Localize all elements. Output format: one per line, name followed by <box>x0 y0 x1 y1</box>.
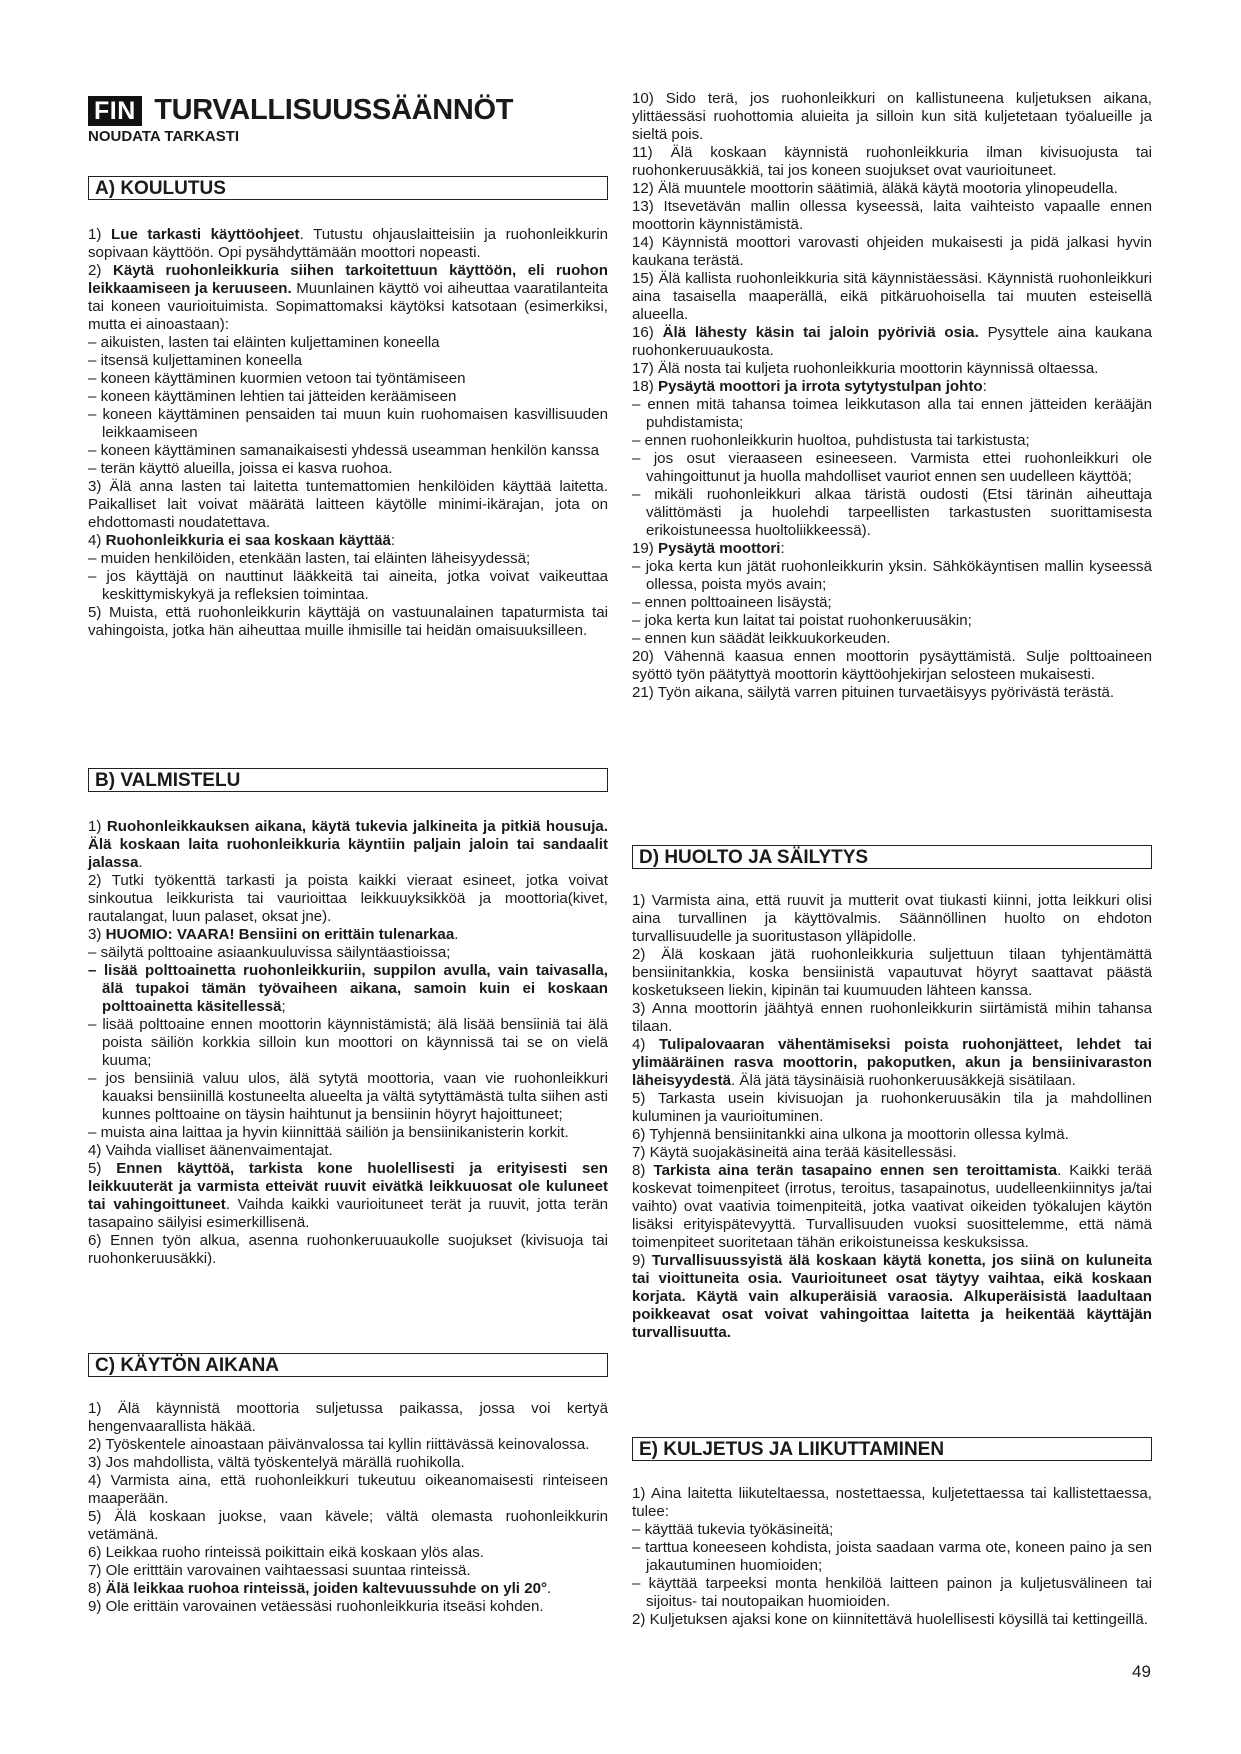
list-item-a-4: – itsensä kuljettaminen koneella <box>88 352 302 369</box>
paragraph-a-2: 2) Käytä ruohonleikkuria siihen tarkoitettuun käyttöön, eli ruohon leikkaamiseen ja keruuseen. Muunlainen käyttö voi aiheuttaa vaaratilanteita tai koneen vaurioituimista. Sopimattomaksi käytöksi katsotaan (esimerkiksi, mutta ei ainoastaan): <box>88 262 608 333</box>
paragraph-b-2: 2) Tutki työkenttä tarkasti ja poista kaikki vieraat esineet, jotka voivat sinkoutua leikkurista tai vaurioittaa leikkuuyksikköä ja moottoria(kivet, rautalangat, luun palaset, oksat jne). <box>88 872 608 925</box>
section-body-c <box>632 90 1152 702</box>
paragraph-c-6: 6) Leikkaa ruoho rinteissä poikittain eikä koskaan ylös alas. <box>88 1544 485 1561</box>
paragraph-c-4: 4) Varmista aina, että ruohonleikkuri tukeutuu oikeanomaisesti rinteiseen maaperään. <box>88 1472 608 1507</box>
list-item-a-6: – koneen käyttäminen lehtien tai jätteiden keräämiseen <box>88 388 457 405</box>
section-body-e <box>632 1485 1152 1629</box>
list-item-c-26: – joka kerta kun laitat tai poistat ruohonkeruusäkin; <box>632 612 972 629</box>
paragraph-c-3: 3) Jos mahdollista, vältä työskentelyä märällä ruohikolla. <box>88 1454 465 1471</box>
paragraph-b-9: 4) Vaihda vialliset äänenvaimentajat. <box>88 1142 333 1159</box>
list-item-b-6: – lisää polttoaine ennen moottorin käynnistämistä; älä lisää bensiiniä tai älä poista säiliön korkkia silloin kun moottori on käynnissä tai se on vielä kuuma; <box>88 1016 608 1069</box>
list-item-e-4: – käyttää tarpeeksi monta henkilöä laitteen painon ja kuljetusvälineen tai sijoitus- tai noutopaikan huomioiden. <box>632 1575 1152 1610</box>
paragraph-b-3: 3) HUOMIO: VAARA! Bensiini on erittäin tulenarkaa. <box>88 926 459 943</box>
paragraph-e-1: 1) Aina laitetta liikuteltaessa, nostettaessa, kuljetettaessa tai kallistettaessa, tulee: <box>632 1485 1152 1520</box>
list-item-c-27: – ennen kun säädät leikkuukorkeuden. <box>632 630 891 647</box>
section-body-b <box>88 818 608 1268</box>
paragraph-d-6: 6) Tyhjennä bensiinitankki aina ulkona ja moottorin ollessa kylmä. <box>632 1126 1069 1143</box>
paragraph-a-1: 1) Lue tarkasti käyttöohjeet. Tutustu ohjauslaitteisiin ja ruohonleikkurin sopivaan käyttöön. Opi pysähdyttämään moottori nopeasti. <box>88 226 609 261</box>
list-item-b-7: – jos bensiiniä valuu ulos, älä sytytä moottoria, vaan vie ruohonleikkuri kauaksi bensiinillä kostuneelta alueelta ja vältä sytyttämästä tulta siihen asti kunnes polttoaine on täysin haihtunut ja bensiinin höyryt hajoittuneet; <box>88 1070 608 1123</box>
list-item-a-12: – muiden henkilöiden, etenkään lasten, tai eläinten läheisyydessä; <box>88 550 531 567</box>
paragraph-d-7: 7) Käytä suojakäsineitä aina terää käsitellessäsi. <box>632 1144 957 1161</box>
page-title: TURVALLISUUSSÄÄNNÖT <box>154 94 514 126</box>
list-item-a-5: – koneen käyttäminen kuormien vetoon tai työntämiseen <box>88 370 466 387</box>
paragraph-a-10: 3) Älä anna lasten tai laitetta tuntemattomien henkilöiden käyttää laitetta. Paikalliset lait voivat määrätä laitteen käytölle minimi-ikärajan, jota on ehdottomasti noudatettava. <box>88 478 608 531</box>
paragraph-b-10: 5) Ennen käyttöä, tarkista kone huolellisesti ja erityisesti sen leikkuuterät ja varmista etteivät ruuvit eivätkä leikkuuosat ole kuluneet tai vahingoittuneet. Vaihda kaikki vaurioituneet terät ja ruuvit, jotta terän tasapaino säilyisi esimerkillisenä. <box>88 1160 608 1231</box>
section-body-d <box>632 892 1152 1342</box>
paragraph-d-8: 8) Tarkista aina terän tasapaino ennen sen teroittamista. Kaikki terää koskevat toimenpiteet (irrotus, teroitus, tasapainotus, uudelleenkiinnitys ja/tai vaihto) ovat vaativia toimenpiteitä, jotka vaativat oikeiden työkalujen käytön lisäksi erityispätevyyttä. Turvallisuuden vuoksi suosittelemme, että nämä toimenpiteet suoritetaan tähän erikoistuneissa keskuksissa. <box>632 1162 1153 1251</box>
paragraph-c-28: 20) Vähennä kaasua ennen moottorin pysäyttämistä. Sulje polttoaineen syöttö työn päätyttyä moottorin käyttöohjekirjan selosteen mukaisesti. <box>632 648 1152 683</box>
paragraph-c-23: 19) Pysäytä moottori: <box>632 540 785 557</box>
section-heading-e: E) KULJETUS JA LIIKUTTAMINEN <box>632 1437 1152 1461</box>
paragraph-c-16: 16) Älä lähesty käsin tai jaloin pyöriviä osia. Pysyttele aina kaukana ruohonkeruuaukosta. <box>632 324 1152 359</box>
paragraph-d-5: 5) Tarkasta usein kivisuojan ja ruohonkeruusäkin tila ja mahdollinen kuluminen ja vaurioituminen. <box>632 1090 1152 1125</box>
paragraph-c-8: 8) Älä leikkaa ruohoa rinteissä, joiden kaltevuussuhde on yli 20°. <box>88 1580 552 1597</box>
section-heading-b: B) VALMISTELU <box>88 768 608 792</box>
section-heading-c: C) KÄYTÖN AIKANA <box>88 1353 608 1377</box>
list-item-c-24: – joka kerta kun jätät ruohonleikkurin yksin. Sähkökäyntisen mallin kyseessä ollessa, poista myös avain; <box>632 558 1152 593</box>
paragraph-a-11: 4) Ruohonleikkuria ei saa koskaan käyttää: <box>88 532 396 549</box>
paragraph-d-1: 1) Varmista aina, että ruuvit ja mutterit ovat tiukasti kiinni, jotta leikkuri olisi aina turvallinen ja käyttövalmis. Säännöllinen huolto on ehdoton turvallisuudelle ja suoritustason ylläpidolle. <box>632 892 1152 945</box>
list-item-b-5: – lisää polttoainetta ruohonleikkuriin, suppilon avulla, vain taivasalla, älä tupakoi tämän työvaiheen aikana, samoin kuin ei koskaan polttoainetta käsitellessä; <box>88 962 608 1015</box>
page-number: 49 <box>1132 1662 1151 1681</box>
list-item-a-7: – koneen käyttäminen pensaiden tai muun kuin ruohomaisen kasvillisuuden leikkaamiseen <box>88 406 608 441</box>
list-item-c-22: – mikäli ruohonleikkuri alkaa täristä oudosti (Etsi tärinän aiheuttaja välittömästi ja huolehdi tarpeellisten tarkastusten suorittamisesta erikoistuneessa huoltoliikkeessä). <box>632 486 1152 539</box>
section-body-c <box>88 1400 608 1616</box>
list-item-a-13: – jos käyttäjä on nauttinut lääkkeitä tai aineita, jotka voivat vaikeuttaa keskittymiskykyä ja refleksien toimintaa. <box>88 568 608 603</box>
language-badge: FIN <box>88 96 142 126</box>
list-item-e-2: – käyttää tukevia työkäsineitä; <box>632 1521 834 1538</box>
paragraph-c-17: 17) Älä nosta tai kuljeta ruohonleikkuria moottorin käynnissä oltaessa. <box>632 360 1099 377</box>
document-header <box>88 94 608 145</box>
paragraph-e-5: 2) Kuljetuksen ajaksi kone on kiinnitettävä huolellisesti köysillä tai kettingeillä. <box>632 1611 1148 1628</box>
list-item-c-20: – ennen ruohonleikkurin huoltoa, puhdistusta tai tarkistusta; <box>632 432 1030 449</box>
list-item-a-3: – aikuisten, lasten tai eläinten kuljettaminen koneella <box>88 334 440 351</box>
paragraph-d-4: 4) Tulipalovaaran vähentämiseksi poista ruohonjätteet, lehdet tai ylimääräinen rasva moottorin, pakoputken, akun ja bensiinivaraston läheisyydestä. Älä jätä täysinäisiä ruohonkeruusäkkejä sisätilaan. <box>632 1036 1152 1089</box>
paragraph-b-11: 6) Ennen työn alkua, asenna ruohonkeruuaukolle suojukset (kivisuoja tai ruohonkeruusäkki). <box>88 1232 608 1267</box>
section-heading-a: A) KOULUTUS <box>88 176 608 200</box>
paragraph-c-18: 18) Pysäytä moottori ja irrota sytytystulpan johto: <box>632 378 987 395</box>
list-item-b-4: – säilytä polttoaine asiaankuuluvissa säilyntäastioissa; <box>88 944 451 961</box>
paragraph-d-9: 9) Turvallisuussyistä älä koskaan käytä konetta, jos siinä on kuluneita tai vioittuneita osia. Vaurioituneet osat täytyy vaihtaa, eikä koskaan korjata. Käytä vain alkuperäisiä varaosia. Alkuperäisistä laadultaan poikkeavat osat voivat vahingoittaa laitetta ja heikentää käyttäjän turvallisuutta. <box>632 1252 1152 1341</box>
paragraph-c-2: 2) Työskentele ainoastaan päivänvalossa tai kyllin riittävässä keinovalossa. <box>88 1436 590 1453</box>
paragraph-c-5: 5) Älä koskaan juokse, vaan kävele; vältä olemasta ruohonleikkurin vetämänä. <box>88 1508 608 1543</box>
list-item-c-19: – ennen mitä tahansa toimea leikkutason alla tai ennen jätteiden kerääjän puhdistamista; <box>632 396 1152 431</box>
paragraph-c-1: 1) Älä käynnistä moottoria suljetussa paikassa, jossa voi kertyä hengenvaarallista häkää. <box>88 1400 608 1435</box>
list-item-b-8: – muista aina laittaa ja hyvin kiinnittää säiliön ja bensiinikanisterin korkit. <box>88 1124 569 1141</box>
paragraph-c-9: 9) Ole erittäin varovainen vetäessäsi ruohonleikkuria itseäsi kohden. <box>88 1598 544 1615</box>
list-item-a-9: – terän käyttö alueilla, joissa ei kasva ruohoa. <box>88 460 393 477</box>
list-item-a-8: – koneen käyttäminen samanaikaisesti yhdessä useamman henkilön kanssa <box>88 442 599 459</box>
paragraph-c-10: 10) Sido terä, jos ruohonleikkuri on kallistuneena kuljetuksen aikana, ylittäessäsi ruohottomia aluieita ja silloin kun sitä kuljetetaan työalueille ja sieltä pois. <box>632 90 1152 143</box>
paragraph-d-2: 2) Älä koskaan jätä ruohonleikkuria suljettuun tilaan tyhjentämättä bensiinitankkia, koska bensiinistä vapautuvat höyryt saattavat päästä kosketukseen liekin, kipinän tai kuumuuden lähteen kanssa. <box>632 946 1152 999</box>
list-item-e-3: – tarttua koneeseen kohdista, joista saadaan varma ote, koneen paino ja sen jakautuminen huomioiden; <box>632 1539 1152 1574</box>
page-subtitle: NOUDATA TARKASTI <box>88 128 240 145</box>
paragraph-b-1: 1) Ruohonleikkauksen aikana, käytä tukevia jalkineita ja pitkiä housuja. Älä koskaan laita ruohonleikkuria käyntiin paljain jaloin tai sandaalit jalassa. <box>88 818 608 871</box>
list-item-c-21: – jos osut vieraaseen esineeseen. Varmista ettei ruohonleikkuri ole vahingoittunut ja huolla mahdolliset vauriot ennen sen uudelleen käyttöä; <box>632 450 1152 485</box>
paragraph-c-14: 14) Käynnistä moottori varovasti ohjeiden mukaisesti ja pidä jalkasi hyvin kaukana terästä. <box>632 234 1152 269</box>
paragraph-d-3: 3) Anna moottorin jäähtyä ennen ruohonleikkurin siirtämistä mihin tahansa tilaan. <box>632 1000 1152 1035</box>
paragraph-c-11: 11) Älä koskaan käynnistä ruohonleikkuria ilman kivisuojusta tai ruohonkeruusäkkiä, tai jos koneen suojukset ovat vaurioituneet. <box>632 144 1152 179</box>
section-heading-d: D) HUOLTO JA SÄILYTYS <box>632 845 1152 869</box>
paragraph-c-15: 15) Älä kallista ruohonleikkuria sitä käynnistäessäsi. Käynnistä ruohonleikkuri aina tasaisella maaperällä, eikä pitkäruohoisella tai muuten esteisellä alueella. <box>632 270 1152 323</box>
paragraph-c-29: 21) Työn aikana, säilytä varren pituinen turvaetäisyys pyörivästä terästä. <box>632 684 1115 701</box>
list-item-c-25: – ennen polttoaineen lisäystä; <box>632 594 832 611</box>
paragraph-c-13: 13) Itsevetävän mallin ollessa kyseessä, laita vaihteisto vapaalle ennen moottorin käynnistämistä. <box>632 198 1152 233</box>
paragraph-c-7: 7) Ole eritttäin varovainen vaihtaessasi suuntaa rinteissä. <box>88 1562 471 1579</box>
paragraph-c-12: 12) Älä muuntele moottorin säätimiä, äläkä käytä mootoria ylinopeudella. <box>632 180 1118 197</box>
paragraph-a-14: 5) Muista, että ruohonleikkurin käyttäjä on vastuunalainen tapaturmista tai vahingoista, jotka hän aiheuttaa muille ihmisille tai heidän omaisuuksilleen. <box>88 604 608 639</box>
section-body-a <box>88 226 608 640</box>
